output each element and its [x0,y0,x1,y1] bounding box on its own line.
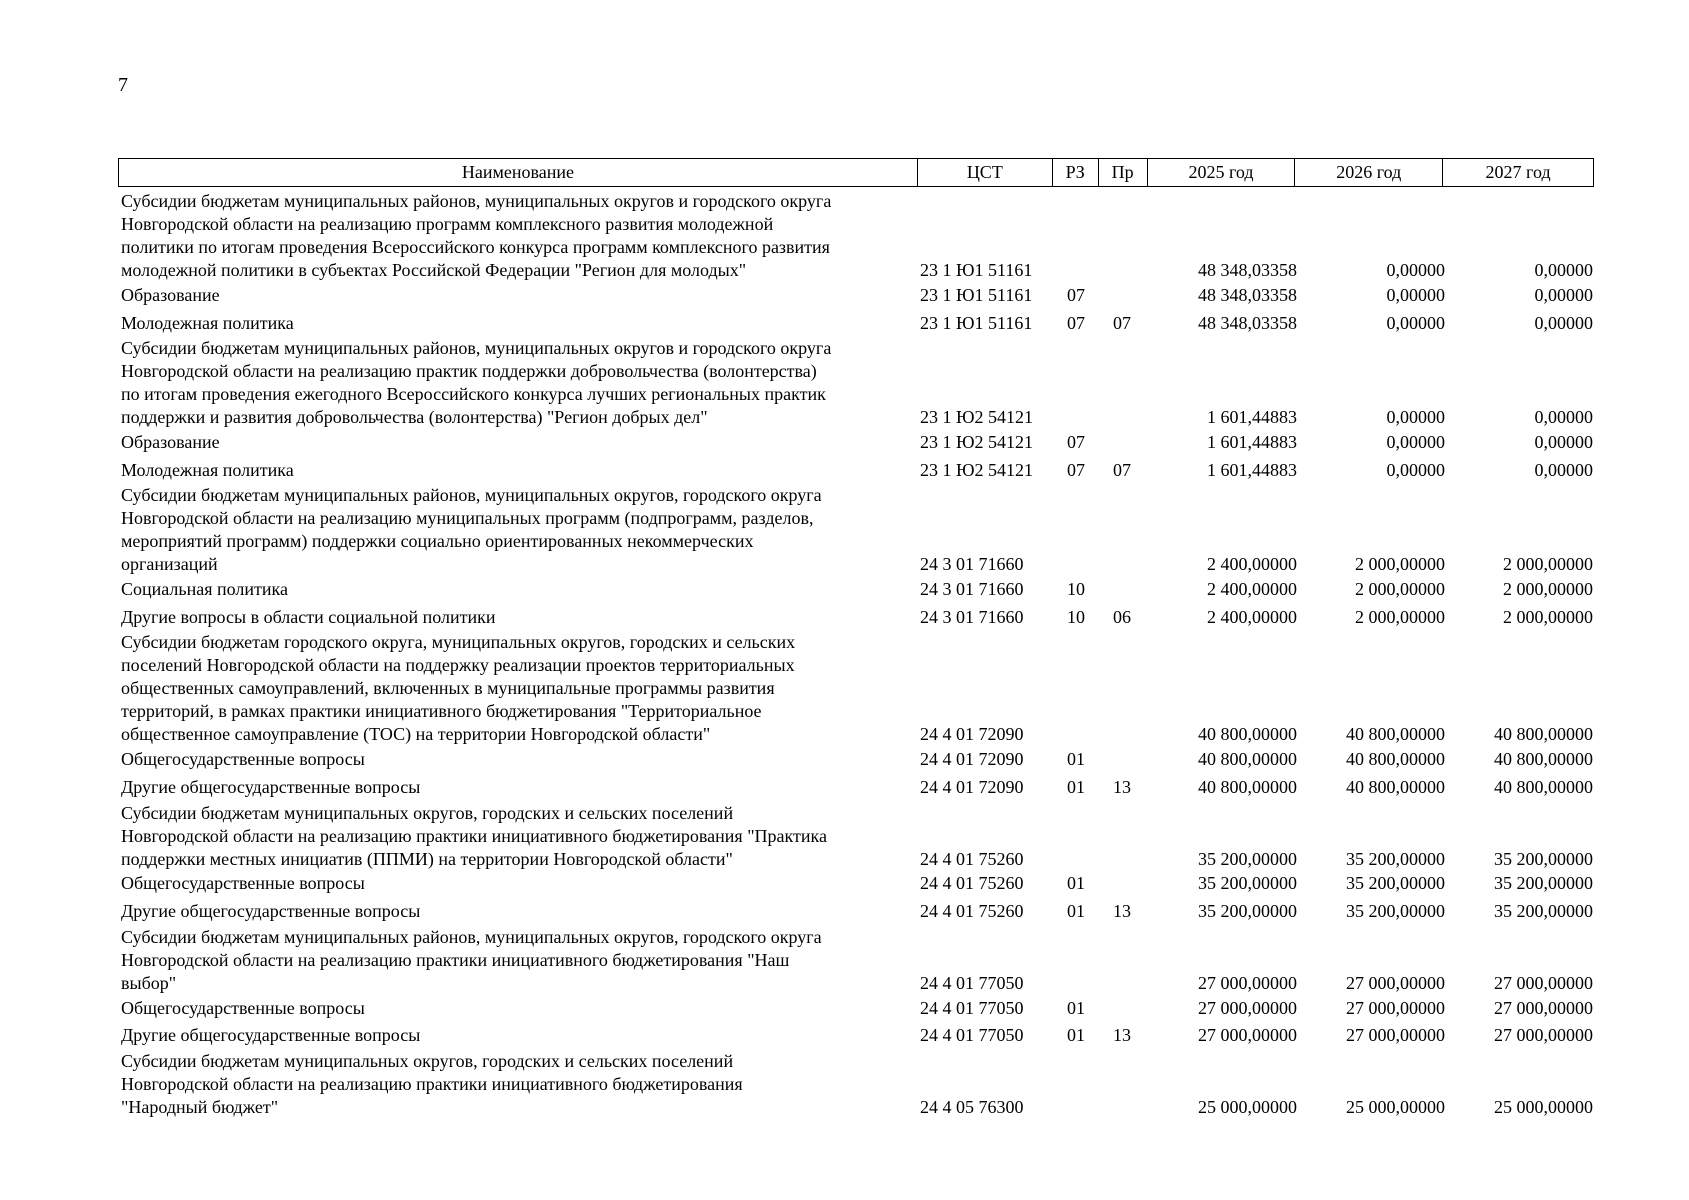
row-name-line: территорий, в рамках практики инициативного бюджетирования "Территориальное [121,701,762,721]
row-name-line: Молодежная политика [121,313,294,333]
row-name-line: поселений Новгородской области на поддержку реализации проектов территориальных [121,655,795,675]
row-name [121,484,921,576]
row-name [121,578,921,601]
row-2026: 2 000,00000 [1355,579,1445,599]
row-cst: 23 1 Ю1 51161 [920,260,1033,280]
row-2026: 0,00000 [1386,260,1445,280]
row-2025: 1 601,44883 [1207,407,1297,427]
row-2025: 1 601,44883 [1207,432,1297,452]
row-2027: 27 000,00000 [1494,973,1593,993]
row-2025: 27 000,00000 [1198,998,1297,1018]
row-name [121,1050,921,1119]
row-2025: 1 601,44883 [1207,460,1297,480]
row-2027: 0,00000 [1534,285,1593,305]
row-cst: 24 4 01 75260 [920,873,1024,893]
row-name-line: Субсидии бюджетам муниципальных районов, муниципальных округов, городского округа [121,485,822,505]
row-2025: 48 348,03358 [1198,260,1297,280]
row-2027: 0,00000 [1534,313,1593,333]
row-name-line: Субсидии бюджетам муниципальных районов, муниципальных округов и городского округа [121,191,832,211]
row-name [121,997,921,1020]
row-pr: 13 [1113,777,1131,797]
row-name-line: мероприятий программ) поддержки социально ориентированных некоммерческих [121,531,754,551]
row-pr: 07 [1113,460,1131,480]
row-2025: 2 400,00000 [1207,554,1297,574]
row-cst: 23 1 Ю2 54121 [920,407,1034,427]
row-2025: 40 800,00000 [1198,724,1297,744]
row-cst: 24 4 01 75260 [920,901,1024,921]
row-name-line: Субсидии бюджетам муниципальных районов, муниципальных округов и городского округа [121,338,832,358]
row-name [121,900,921,923]
row-cst: 24 4 01 77050 [920,998,1024,1018]
row-2025: 27 000,00000 [1198,1025,1297,1045]
row-rz: 07 [1067,285,1085,305]
row-pr: 13 [1113,901,1131,921]
header-pr: Пр [1099,159,1148,186]
row-2026: 2 000,00000 [1355,607,1445,627]
row-name [121,776,921,799]
row-2026: 0,00000 [1386,432,1445,452]
row-name [121,1024,921,1047]
row-name [121,337,921,429]
row-name [121,459,921,482]
row-name-line: Субсидии бюджетам муниципальных районов, муниципальных округов, городского округа [121,927,822,947]
row-2025: 40 800,00000 [1198,749,1297,769]
row-name-line: Новгородской области на реализацию практики инициативного бюджетирования "Наш [121,950,790,970]
row-cst: 23 1 Ю2 54121 [920,432,1034,452]
row-2027: 0,00000 [1534,260,1593,280]
row-name [121,190,921,282]
row-2026: 25 000,00000 [1346,1097,1445,1117]
row-rz: 07 [1067,313,1085,333]
row-cst: 24 3 01 71660 [920,607,1024,627]
row-name-line: выбор" [121,973,177,993]
header-2026: 2026 год [1295,159,1443,186]
row-name-line: Субсидии бюджетам муниципальных округов, городских и сельских поселений [121,803,734,823]
row-rz: 01 [1067,873,1085,893]
row-2027: 2 000,00000 [1503,607,1593,627]
row-name-line: Общегосударственные вопросы [121,998,365,1018]
row-2026: 40 800,00000 [1346,749,1445,769]
row-name-line: общественное самоуправление (ТОС) на территории Новгородской области" [121,724,711,744]
row-name-line: Социальная политика [121,579,288,599]
row-2027: 25 000,00000 [1494,1097,1593,1117]
row-name-line: поддержки и развития добровольчества (волонтерства) "Регион добрых дел" [121,407,708,427]
row-name-line: "Народный бюджет" [121,1097,279,1117]
row-name [121,431,921,454]
row-name-line: Другие общегосударственные вопросы [121,777,421,797]
row-name [121,802,921,871]
header-name: Наименование [119,159,918,186]
row-name-line: Общегосударственные вопросы [121,873,365,893]
row-cst: 24 4 01 72090 [920,777,1024,797]
row-rz: 10 [1067,607,1085,627]
row-rz: 01 [1067,998,1085,1018]
row-name-line: Образование [121,432,220,452]
row-name-line: Молодежная политика [121,460,294,480]
row-2027: 2 000,00000 [1503,579,1593,599]
row-name-line: общественных самоуправлений, включенных в муниципальные программы развития [121,678,775,698]
row-2026: 0,00000 [1386,285,1445,305]
row-name-line: Субсидии бюджетам муниципальных округов, городских и сельских поселений [121,1051,734,1071]
row-2026: 27 000,00000 [1346,1025,1445,1045]
row-2027: 35 200,00000 [1494,873,1593,893]
row-2025: 35 200,00000 [1198,873,1297,893]
row-cst: 24 3 01 71660 [920,554,1024,574]
row-cst: 24 4 05 76300 [920,1097,1024,1117]
row-2025: 27 000,00000 [1198,973,1297,993]
row-cst: 24 4 01 72090 [920,749,1024,769]
row-rz: 07 [1067,460,1085,480]
row-2025: 35 200,00000 [1198,901,1297,921]
row-name-line: организаций [121,554,218,574]
header-rz: РЗ [1053,159,1099,186]
row-rz: 01 [1067,749,1085,769]
row-2025: 2 400,00000 [1207,607,1297,627]
row-pr: 06 [1113,607,1131,627]
row-name-line: Новгородской области на реализацию практики инициативного бюджетирования [121,1074,743,1094]
row-name-line: по итогам проведения ежегодного Всероссийского конкурса лучших региональных практик [121,384,826,404]
row-2025: 48 348,03358 [1198,285,1297,305]
row-2026: 27 000,00000 [1346,973,1445,993]
row-name-line: молодежной политики в субъектах Российской Федерации "Регион для молодых" [121,260,747,280]
row-cst: 24 4 01 77050 [920,973,1024,993]
header-2025: 2025 год [1148,159,1296,186]
row-2026: 40 800,00000 [1346,724,1445,744]
row-rz: 01 [1067,777,1085,797]
row-2027: 27 000,00000 [1494,998,1593,1018]
row-rz: 01 [1067,901,1085,921]
row-2025: 35 200,00000 [1198,849,1297,869]
row-name [121,312,921,335]
row-pr: 13 [1113,1025,1131,1045]
row-name-line: Субсидии бюджетам городского округа, муниципальных округов, городских и сельских [121,632,796,652]
row-name [121,606,921,629]
row-name-line: политики по итогам проведения Всероссийского конкурса программ комплексного развития [121,237,830,257]
row-name [121,872,921,895]
row-2026: 2 000,00000 [1355,554,1445,574]
row-name [121,631,921,746]
row-rz: 01 [1067,1025,1085,1045]
row-cst: 23 1 Ю1 51161 [920,285,1033,305]
row-2027: 40 800,00000 [1494,724,1593,744]
row-cst: 24 4 01 72090 [920,724,1024,744]
row-name-line: Другие общегосударственные вопросы [121,901,421,921]
row-2027: 40 800,00000 [1494,777,1593,797]
row-2027: 0,00000 [1534,407,1593,427]
row-2025: 40 800,00000 [1198,777,1297,797]
row-name-line: Другие вопросы в области социальной политики [121,607,496,627]
row-2026: 0,00000 [1386,407,1445,427]
row-cst: 24 4 01 77050 [920,1025,1024,1045]
row-cst: 23 1 Ю1 51161 [920,313,1033,333]
row-2026: 40 800,00000 [1346,777,1445,797]
row-2027: 2 000,00000 [1503,554,1593,574]
header-cst: ЦСТ [918,159,1053,186]
row-name-line: Общегосударственные вопросы [121,749,365,769]
row-2026: 35 200,00000 [1346,849,1445,869]
row-2025: 25 000,00000 [1198,1097,1297,1117]
row-name-line: Новгородской области на реализацию муниципальных программ (подпрограмм, разделов, [121,508,814,528]
row-name-line: Новгородской области на реализацию программ комплексного развития молодежной [121,214,774,234]
row-name [121,926,921,995]
row-2025: 48 348,03358 [1198,313,1297,333]
row-2027: 35 200,00000 [1494,901,1593,921]
row-rz: 07 [1067,432,1085,452]
row-2027: 27 000,00000 [1494,1025,1593,1045]
row-rz: 10 [1067,579,1085,599]
page-number: 7 [118,74,128,96]
row-cst: 24 4 01 75260 [920,849,1024,869]
row-2026: 0,00000 [1386,313,1445,333]
row-name-line: поддержки местных инициатив (ППМИ) на территории Новгородской области" [121,849,733,869]
row-name-line: Новгородской области на реализацию практики инициативного бюджетирования "Практика [121,826,827,846]
row-pr: 07 [1113,313,1131,333]
row-cst: 24 3 01 71660 [920,579,1024,599]
row-name [121,284,921,307]
header-2027: 2027 год [1485,162,1551,182]
row-2025: 2 400,00000 [1207,579,1297,599]
row-2026: 27 000,00000 [1346,998,1445,1018]
row-2027: 0,00000 [1534,460,1593,480]
row-cst: 23 1 Ю2 54121 [920,460,1034,480]
row-name-line: Другие общегосударственные вопросы [121,1025,421,1045]
row-name-line: Образование [121,285,220,305]
row-2026: 35 200,00000 [1346,873,1445,893]
row-2026: 35 200,00000 [1346,901,1445,921]
row-2026: 0,00000 [1386,460,1445,480]
row-2027: 35 200,00000 [1494,849,1593,869]
row-2027: 0,00000 [1534,432,1593,452]
row-2027: 40 800,00000 [1494,749,1593,769]
row-name-line: Новгородской области на реализацию практик поддержки добровольчества (волонтерства) [121,361,817,381]
row-name [121,748,921,771]
